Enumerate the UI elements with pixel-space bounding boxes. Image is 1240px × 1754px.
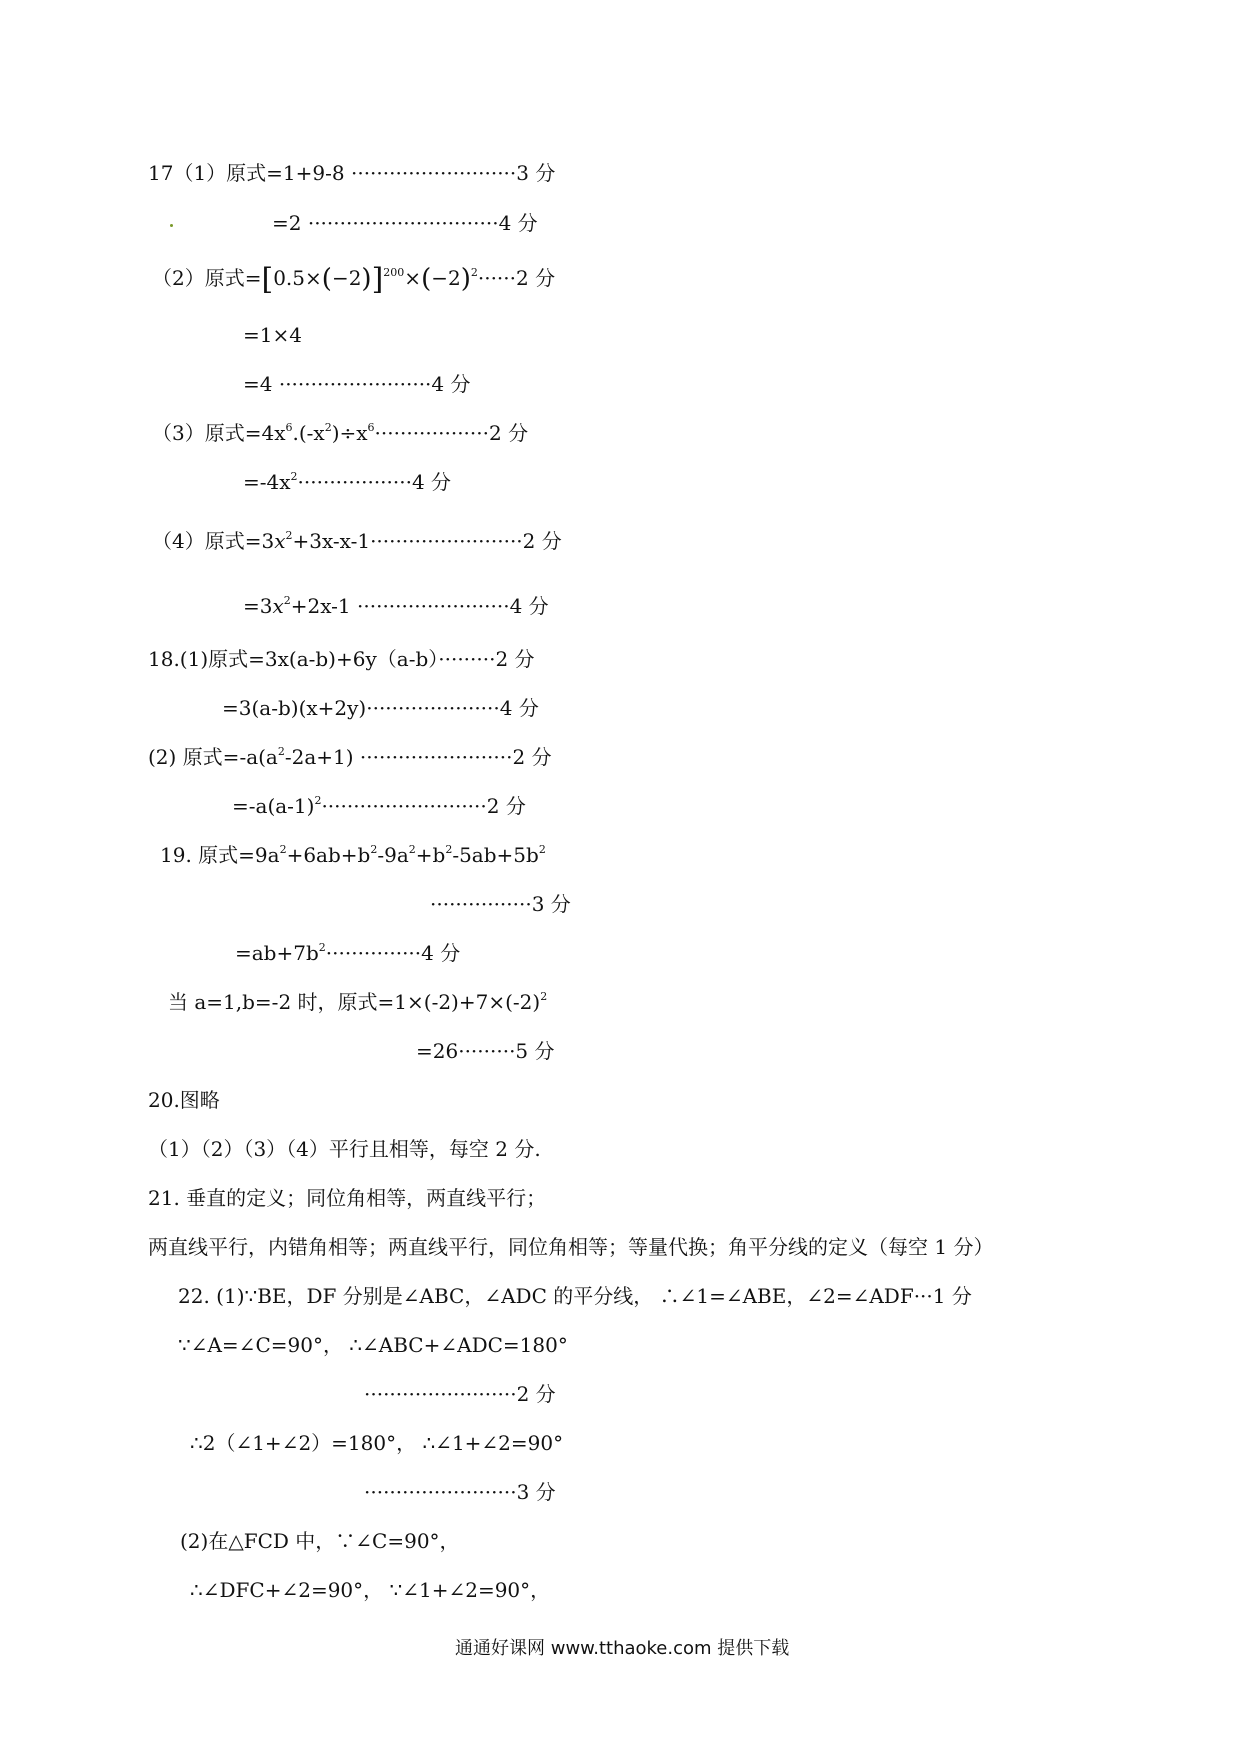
- line-17-1b: =2 ······························4 分: [272, 211, 538, 235]
- page-footer: 通通好课网 www.tthaoke.com 提供下载: [455, 1638, 790, 1659]
- line-21b: 两直线平行，内错角相等；两直线平行，同位角相等；等量代换；角平分线的定义（每空 1 分）: [148, 1235, 994, 1259]
- line-17-2: （2）原式$=[0.5\times(-2)]^{200}\times(-2)^2\cdot\cdot\cdot\cdot\cdot\cdot 2$ 分: [152, 262, 556, 297]
- line-19-b: $=ab+7b^2\cdot\cdot\cdot\cdot\cdot\cdot\cdot\cdot\cdot\cdot\cdot\cdot\cdot\cdot\cdot 4$ 分: [235, 941, 461, 965]
- line-18-1b: =3(a-b)(x+2y)·····················4 分: [222, 696, 539, 720]
- line-18-2b: $=-a(a-1)^2\cdot\cdot\cdot\cdot\cdot\cdot\cdot\cdot\cdot\cdot\cdot\cdot\cdot\cdot\cdot\cdot\cdot\cdot\cdot\cdot\cdot\cdot\cdot\cdot\cdot\cdot 2$ 分: [232, 794, 526, 818]
- line-17-2j: =1×4: [243, 323, 302, 347]
- line-22c: ························2 分: [364, 1382, 556, 1406]
- line-17-3: （3）原式$=4x^6.(-x^2)\div x^6\cdot\cdot\cdot\cdot\cdot\cdot\cdot\cdot\cdot\cdot\cdot\cdot\cdot\cdot\cdot\cdot\cdot\cdot 2$ 分: [152, 421, 529, 445]
- line-17-1: 17（1）原式=1+9-8 ··························3 分: [148, 161, 556, 185]
- line-17-4b: $=3x^2+2x-1 \cdot\cdot\cdot\cdot\cdot\cdot\cdot\cdot\cdot\cdot\cdot\cdot\cdot\cdot\cdot\cdot\cdot\cdot\cdot\cdot\cdot\cdot\cdot\cdot 4$ 分: [243, 594, 549, 618]
- stray-mark: [170, 224, 173, 227]
- line-19: 19. 原式$=9a^2+6ab+b^2-9a^2+b^2-5ab+5b^2$: [160, 843, 546, 867]
- line-17-2k: =4 ························4 分: [243, 372, 471, 396]
- line-19-score: ················3 分: [430, 892, 571, 916]
- line-19-d: =26·········5 分: [416, 1039, 555, 1063]
- line-22d: ∴2（∠1+∠2）=180°， ∴∠1+∠2=90°: [190, 1431, 564, 1455]
- line-22: 22. (1)∵BE，DF 分别是∠ABC，∠ADC 的平分线， ∴∠1=∠ABE，∠2=∠ADF···1 分: [178, 1284, 972, 1308]
- line-20b: （1）（2）（3）（4）平行且相等，每空 2 分.: [148, 1137, 541, 1161]
- line-22f: (2)在△FCD 中，∵∠C=90°，: [180, 1529, 460, 1553]
- line-22e: ························3 分: [364, 1480, 556, 1504]
- line-22b: ∵∠A=∠C=90°， ∴∠ABC+∠ADC=180°: [178, 1333, 568, 1357]
- line-18-1: 18.(1)原式=3x(a-b)+6y（a-b）·········2 分: [148, 647, 535, 671]
- line-17-4: （4）原式$=3x^2+3x-x-1\cdot\cdot\cdot\cdot\cdot\cdot\cdot\cdot\cdot\cdot\cdot\cdot\cdot\cdot\cdot\cdot\cdot\cdot\cdot\cdot\cdot\cdot\cdot\cdot 2$ 分: [152, 529, 562, 553]
- line-19-c: 当 a=1,b=-2 时，原式$=1\times(-2)+7\times(-2)^2$: [168, 990, 548, 1014]
- line-22g: ∴∠DFC+∠2=90°， ∵∠1+∠2=90°，: [190, 1578, 551, 1602]
- line-18-2: (2) 原式$=-a(a^2-2a+1) \cdot\cdot\cdot\cdot\cdot\cdot\cdot\cdot\cdot\cdot\cdot\cdot\cdot\cdot\cdot\cdot\cdot\cdot\cdot\cdot\cdot\cdot\cdot\cdot 2$ 分: [148, 745, 552, 769]
- line-17-3b: $=-4x^2\cdot\cdot\cdot\cdot\cdot\cdot\cdot\cdot\cdot\cdot\cdot\cdot\cdot\cdot\cdot\cdot\cdot\cdot 4$ 分: [243, 470, 452, 494]
- line-20: 20.图略: [148, 1088, 220, 1112]
- line-21: 21. 垂直的定义；同位角相等，两直线平行；: [148, 1186, 547, 1210]
